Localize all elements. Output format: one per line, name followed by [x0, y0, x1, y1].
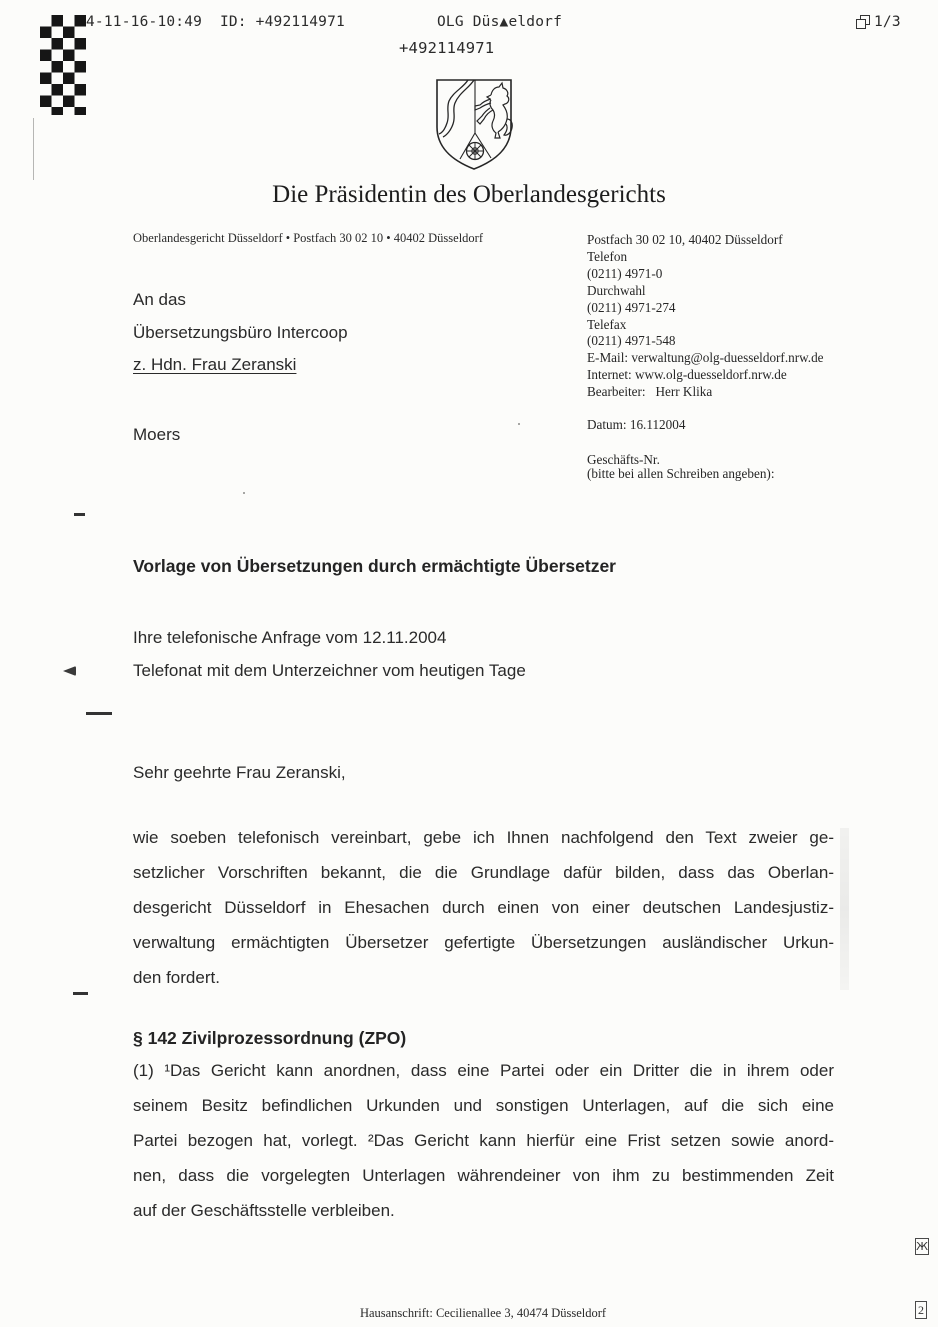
scan-speck: [243, 492, 245, 494]
body-line: wie soeben telefonisch vereinbart, gebe ich Ihnen nachfolgend den Text zweier ge-: [133, 828, 834, 847]
reference-number-label: Geschäfts-Nr.: [587, 452, 660, 467]
reference-line-1: Ihre telefonische Anfrage vom 12.11.2004: [133, 628, 447, 647]
contact-line: (0211) 4971-274: [587, 299, 676, 315]
scan-streak-artifact: [840, 828, 849, 990]
recipient-address-block: [133, 290, 348, 388]
footer-street-address: Hausanschrift: Cecilienallee 3, 40474 Düsseldorf: [359, 1306, 607, 1320]
statute-line: auf der Geschäftsstelle verbleiben.: [133, 1201, 395, 1220]
fax-calibration-checkerboard: [40, 15, 86, 115]
edge-mark-glyph: Ж: [916, 1240, 928, 1253]
recipient-attention-line: z. Hdn. Frau Zeranski: [133, 355, 297, 374]
fax-pages-icon: [856, 15, 871, 30]
body-line: setzlicher Vorschriften bekannt, die die Grundlage dafür bilden, dass das Oberlan-: [133, 863, 834, 882]
contact-line: Telefon: [587, 248, 628, 264]
contact-internet-line: Internet: www.olg-duesseldorf.nrw.de: [587, 367, 787, 383]
return-address-line: Oberlandesgericht Düsseldorf • Postfach 30 02 10 • 40402 Düsseldorf: [133, 231, 484, 245]
contact-line: Durchwahl: [587, 282, 646, 298]
margin-dash-mark: [73, 992, 88, 995]
margin-dash-mark: [74, 513, 85, 516]
body-line: verwaltung ermächtigten Übersetzer gefertigte Übersetzungen ausländischer Urkun-: [133, 933, 834, 952]
recipient-line: An das: [133, 290, 186, 309]
statute-line: (1) ¹Das Gericht kann anordnen, dass eine Partei oder ein Dritter die in ihrem oder: [133, 1061, 834, 1080]
fax-timestamp-id: 4-11-16-10:49 ID: +492114971: [86, 14, 345, 30]
contact-info-block: [587, 232, 824, 401]
nrw-coat-of-arms-icon: [435, 79, 513, 176]
contact-email-line: E-Mail: verwaltung@olg-duesseldorf.nrw.de: [587, 350, 824, 366]
contact-line: (0211) 4971-0: [587, 265, 663, 281]
reference-number-note: (bitte bei allen Schreiben angeben):: [587, 466, 775, 481]
salutation: Sehr geehrte Frau Zeranski,: [133, 763, 346, 782]
statute-line: Partei bezogen hat, vorlegt. ²Das Gericht kann hierfür eine Frist setzen sowie anord-: [133, 1131, 834, 1150]
scan-speck: [518, 423, 520, 425]
date-line: Datum: 16.112004: [587, 417, 686, 432]
contact-line: Telefax: [587, 316, 627, 332]
scan-artifact-line: [33, 118, 34, 180]
body-line: desgericht Düsseldorf in Ehesachen durch einen von einer deutschen Landesjustiz-: [133, 898, 834, 917]
letterhead-title: Die Präsidentin des Oberlandesgerichts: [272, 181, 666, 208]
body-line: den fordert.: [133, 968, 220, 987]
statute-line: seinem Besitz befindlichen Urkunden und sonstigen Unterlagen, auf die sich eine: [133, 1096, 834, 1115]
contact-line: (0211) 4971-548: [587, 333, 676, 349]
fax-page-count: 1/3: [874, 14, 901, 30]
contact-clerk-line: Bearbeiter: Herr Klika: [587, 384, 713, 400]
body-paragraph-1: [133, 820, 834, 995]
statute-paragraph: [133, 1053, 834, 1228]
reference-line-2: Telefonat mit dem Unterzeichner vom heutigen Tage: [133, 661, 526, 680]
margin-dash-mark: [86, 712, 112, 715]
margin-arrow-icon: [63, 666, 76, 676]
statute-heading: § 142 Zivilprozessordnung (ZPO): [133, 1028, 407, 1048]
edge-mark-page-number: 2: [915, 1301, 927, 1319]
fax-phone-number: +492114971: [399, 39, 495, 57]
recipient-line: Übersetzungsbüro Intercoop: [133, 322, 348, 342]
recipient-city: Moers: [133, 425, 181, 444]
subject-line: Vorlage von Übersetzungen durch ermächtigte Übersetzer: [133, 556, 616, 576]
fax-station-name: OLG Düs▲eldorf: [437, 14, 563, 30]
statute-line: nen, dass die vorgelegten Unterlagen währendeiner von ihm zu bestimmenden Zeit: [133, 1166, 834, 1185]
contact-line: Postfach 30 02 10, 40402 Düsseldorf: [587, 232, 783, 247]
